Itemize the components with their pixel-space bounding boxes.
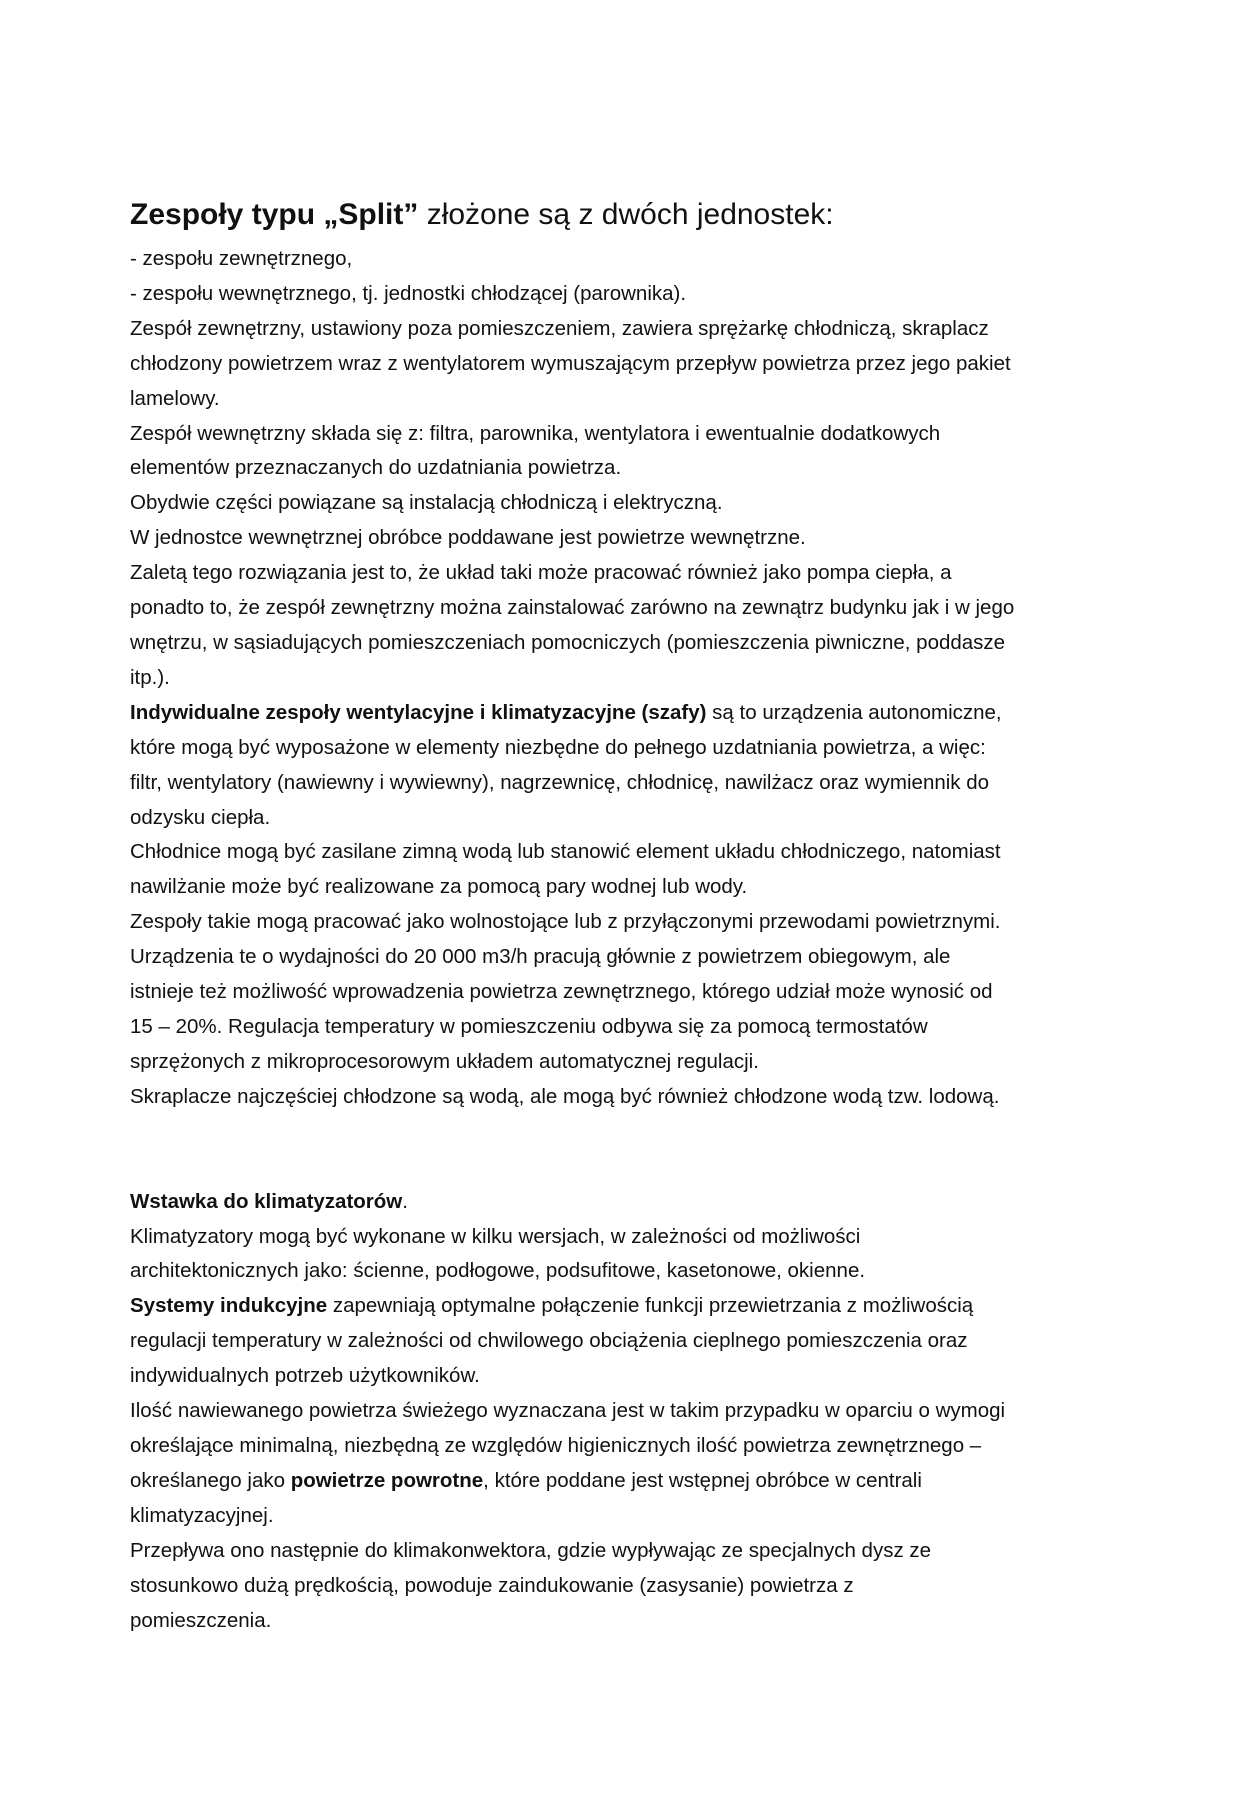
paragraph-line: regulacji temperatury w zależności od chwilowego obciążenia cieplnego pomieszczenia oraz xyxy=(130,1329,968,1353)
return-pre: określanego jako xyxy=(130,1468,291,1492)
paragraph-line: 15 – 20%. Regulacja temperatury w pomieszczeniu odbywa się za pomocą termostatów xyxy=(130,1014,928,1038)
paragraph-line: Ilość nawiewanego powietrza świeżego wyznaczana jest w takim przypadku w oparciu o wymogi xyxy=(130,1399,1006,1423)
paragraph-line: Chłodnice mogą być zasilane zimną wodą lub stanowić element układu chłodniczego, natomiast xyxy=(130,840,1001,864)
paragraph-line: elementów przeznaczanych do uzdatniania powietrza. xyxy=(130,456,622,480)
paragraph-line: określające minimalną, niezbędną ze względów higienicznych ilość powietrza zewnętrznego – xyxy=(130,1434,982,1457)
paragraph-line: które mogą być wyposażone w elementy niezbędne do pełnego uzdatniania powietrza, a więc: xyxy=(130,735,986,759)
paragraph-line: lamelowy. xyxy=(130,386,220,410)
induction-term: Systemy indukcyjne xyxy=(130,1294,328,1318)
paragraph-line: sprzężonych z mikroprocesorowym układem automatycznej regulacji. xyxy=(130,1049,759,1073)
paragraph-line: ponadto to, że zespół zewnętrzny można zainstalować zarówno na zewnątrz budynku jak i w jego xyxy=(130,596,1015,620)
paragraph-line: pomieszczenia. xyxy=(130,1608,272,1632)
paragraph-line: indywidualnych potrzeb użytkowników. xyxy=(130,1364,480,1388)
paragraph-line: Zespół wewnętrzny składa się z: filtra, parownika, wentylatora i ewentualnie dodatkowych xyxy=(130,421,941,445)
paragraph-line: odzysku ciepła. xyxy=(130,805,271,829)
units-term: Indywidualne zespoły wentylacyjne i klimatyzacyjne (szafy) xyxy=(130,700,707,724)
paragraph-line: Skraplacze najczęściej chłodzone są wodą, ale mogą być również chłodzone wodą tzw. lodową. xyxy=(130,1084,1000,1108)
paragraph-line: Urządzenia te o wydajności do 20 000 m3/h pracują głównie z powietrzem obiegowym, ale xyxy=(130,945,951,969)
heading-rest: złożone są z dwóch jednostek: xyxy=(418,198,834,231)
induction-rest: zapewniają optymalne połączenie funkcji przewietrzania z możliwością xyxy=(327,1294,974,1318)
paragraph-line-return-air xyxy=(130,1464,1130,1499)
heading-bold: Zespoły typu „Split” xyxy=(130,198,419,231)
insert-heading: Wstawka do klimatyzatorów xyxy=(130,1189,403,1213)
paragraph-line: - zespołu wewnętrznego, tj. jednostki chłodzącej (parownika). xyxy=(130,281,687,305)
units-rest: są to urządzenia autonomiczne, xyxy=(706,700,1002,724)
return-air-term: powietrze powrotne xyxy=(290,1468,484,1492)
paragraph-line: klimatyzacyjnej. xyxy=(130,1503,274,1527)
paragraph-line: architektonicznych jako: ścienne, podłogowe, podsufitowe, kasetonowe, okienne. xyxy=(130,1259,866,1283)
section-spacer xyxy=(130,1115,1130,1185)
insert-heading-dot: . xyxy=(402,1189,408,1213)
paragraph-line: itp.). xyxy=(130,665,170,689)
paragraph-line: chłodzony powietrzem wraz z wentylatorem wymuszającym przepływ powietrza przez jego pakiet xyxy=(130,351,1011,375)
paragraph-line: W jednostce wewnętrznej obróbce poddawane jest powietrze wewnętrzne. xyxy=(130,526,806,550)
paragraph-line: Obydwie części powiązane są instalacją chłodniczą i elektryczną. xyxy=(130,491,723,515)
paragraph-line: wnętrzu, w sąsiadujących pomieszczeniach pomocniczych (pomieszczenia piwniczne, poddasze xyxy=(130,630,1006,654)
section-heading-insert xyxy=(130,1185,1130,1220)
paragraph-line: Klimatyzatory mogą być wykonane w kilku wersjach, w zależności od możliwości xyxy=(130,1224,861,1248)
paragraph-line: filtr, wentylatory (nawiewny i wywiewny), nagrzewnicę, chłodnicę, nawilżacz oraz wymiennik do xyxy=(130,770,990,794)
paragraph-line: Zespoły takie mogą pracować jako wolnostojące lub z przyłączonymi przewodami powietrznymi. xyxy=(130,910,1001,934)
paragraph-line: Przepływa ono następnie do klimakonwektora, gdzie wypływając ze specjalnych dysz ze xyxy=(130,1538,932,1562)
paragraph-line: Zespół zewnętrzny, ustawiony poza pomieszczeniem, zawiera sprężarkę chłodniczą, skraplacz xyxy=(130,316,989,340)
paragraph-line: stosunkowo dużą prędkością, powoduje zaindukowanie (zasysanie) powietrza z xyxy=(130,1573,854,1597)
paragraph-line: Zaletą tego rozwiązania jest to, że układ taki może pracować również jako pompa ciepła, a xyxy=(130,561,952,585)
paragraph-line: - zespołu zewnętrznego, xyxy=(130,247,353,270)
paragraph-line: istnieje też możliwość wprowadzenia powietrza zewnętrznego, którego udział może wynosić od xyxy=(130,980,993,1004)
paragraph-line: nawilżanie może być realizowane za pomocą pary wodnej lub wody. xyxy=(130,875,748,899)
section-heading-split xyxy=(130,192,1130,238)
paragraph-line-induction xyxy=(130,1289,1130,1324)
document-page xyxy=(130,192,1130,1638)
return-post: , które poddane jest wstępnej obróbce w centrali xyxy=(483,1468,922,1492)
paragraph-line-units xyxy=(130,696,1130,731)
